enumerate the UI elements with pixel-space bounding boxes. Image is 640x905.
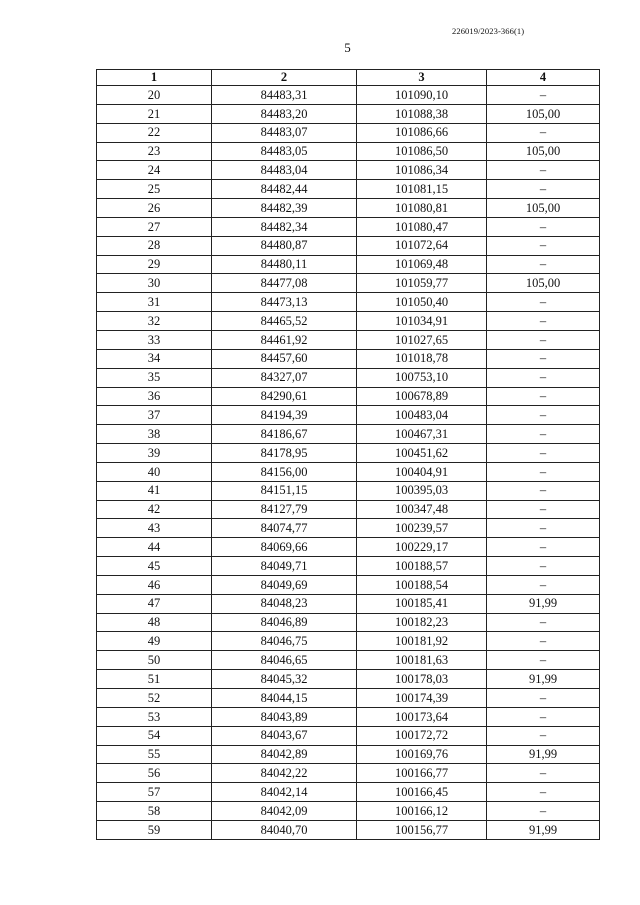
value-cell: 105,00	[487, 104, 600, 123]
point-number-cell: 30	[97, 274, 212, 293]
value-cell: –	[487, 368, 600, 387]
y-coordinate-cell: 101086,34	[357, 161, 487, 180]
point-number-cell: 21	[97, 104, 212, 123]
table-row	[97, 707, 600, 726]
table-row	[97, 86, 600, 105]
value-cell: –	[487, 651, 600, 670]
y-coordinate-cell: 100404,91	[357, 462, 487, 481]
point-number-cell: 34	[97, 349, 212, 368]
table-row	[97, 632, 600, 651]
x-coordinate-cell: 84483,04	[212, 161, 357, 180]
y-coordinate-cell: 100156,77	[357, 820, 487, 839]
x-coordinate-cell: 84457,60	[212, 349, 357, 368]
value-cell: –	[487, 236, 600, 255]
x-coordinate-cell: 84042,22	[212, 764, 357, 783]
y-coordinate-cell: 101080,81	[357, 199, 487, 218]
value-cell: –	[487, 783, 600, 802]
table-row	[97, 764, 600, 783]
x-coordinate-cell: 84483,05	[212, 142, 357, 161]
table-row	[97, 142, 600, 161]
table-row	[97, 689, 600, 708]
value-cell: 91,99	[487, 670, 600, 689]
x-coordinate-cell: 84483,20	[212, 104, 357, 123]
y-coordinate-cell: 101050,40	[357, 293, 487, 312]
y-coordinate-cell: 100678,89	[357, 387, 487, 406]
table-row	[97, 330, 600, 349]
point-number-cell: 35	[97, 368, 212, 387]
point-number-cell: 37	[97, 406, 212, 425]
point-number-cell: 20	[97, 86, 212, 105]
x-coordinate-cell: 84049,71	[212, 557, 357, 576]
y-coordinate-cell: 100169,76	[357, 745, 487, 764]
table-header	[97, 70, 600, 86]
point-number-cell: 29	[97, 255, 212, 274]
table-row	[97, 180, 600, 199]
y-coordinate-cell: 100181,63	[357, 651, 487, 670]
table-row	[97, 161, 600, 180]
table-row	[97, 670, 600, 689]
value-cell: –	[487, 707, 600, 726]
point-number-cell: 31	[97, 293, 212, 312]
y-coordinate-cell: 101080,47	[357, 217, 487, 236]
value-cell: 105,00	[487, 199, 600, 218]
x-coordinate-cell: 84046,65	[212, 651, 357, 670]
table-row	[97, 519, 600, 538]
y-coordinate-cell: 100483,04	[357, 406, 487, 425]
point-number-cell: 41	[97, 481, 212, 500]
value-cell: –	[487, 425, 600, 444]
value-cell: –	[487, 500, 600, 519]
x-coordinate-cell: 84048,23	[212, 594, 357, 613]
value-cell: –	[487, 519, 600, 538]
y-coordinate-cell: 100166,12	[357, 802, 487, 821]
table-row	[97, 613, 600, 632]
table-row	[97, 312, 600, 331]
value-cell: 91,99	[487, 594, 600, 613]
x-coordinate-cell: 84480,87	[212, 236, 357, 255]
point-number-cell: 58	[97, 802, 212, 821]
x-coordinate-cell: 84042,09	[212, 802, 357, 821]
table-row	[97, 368, 600, 387]
value-cell: –	[487, 481, 600, 500]
value-cell: –	[487, 462, 600, 481]
y-coordinate-cell: 100229,17	[357, 538, 487, 557]
y-coordinate-cell: 101059,77	[357, 274, 487, 293]
x-coordinate-cell: 84465,52	[212, 312, 357, 331]
table-row	[97, 783, 600, 802]
point-number-cell: 33	[97, 330, 212, 349]
table-row	[97, 594, 600, 613]
point-number-cell: 25	[97, 180, 212, 199]
table-row	[97, 387, 600, 406]
table-header-row	[97, 70, 600, 86]
x-coordinate-cell: 84482,44	[212, 180, 357, 199]
column-header-1: 1	[97, 70, 212, 86]
y-coordinate-cell: 101086,66	[357, 123, 487, 142]
y-coordinate-cell: 101081,15	[357, 180, 487, 199]
document-number: 226019/2023-366(1)	[452, 26, 525, 36]
value-cell: –	[487, 406, 600, 425]
point-number-cell: 36	[97, 387, 212, 406]
x-coordinate-cell: 84044,15	[212, 689, 357, 708]
value-cell: –	[487, 217, 600, 236]
value-cell: –	[487, 180, 600, 199]
y-coordinate-cell: 100239,57	[357, 519, 487, 538]
y-coordinate-cell: 100181,92	[357, 632, 487, 651]
table-row	[97, 274, 600, 293]
value-cell: 105,00	[487, 274, 600, 293]
point-number-cell: 48	[97, 613, 212, 632]
y-coordinate-cell: 100185,41	[357, 594, 487, 613]
value-cell: –	[487, 575, 600, 594]
table-row	[97, 651, 600, 670]
table-row	[97, 123, 600, 142]
table-row	[97, 406, 600, 425]
point-number-cell: 24	[97, 161, 212, 180]
table-row	[97, 462, 600, 481]
x-coordinate-cell: 84290,61	[212, 387, 357, 406]
y-coordinate-cell: 101086,50	[357, 142, 487, 161]
y-coordinate-cell: 100173,64	[357, 707, 487, 726]
table-body	[97, 86, 600, 840]
x-coordinate-cell: 84043,89	[212, 707, 357, 726]
x-coordinate-cell: 84074,77	[212, 519, 357, 538]
y-coordinate-cell: 101072,64	[357, 236, 487, 255]
x-coordinate-cell: 84049,69	[212, 575, 357, 594]
x-coordinate-cell: 84480,11	[212, 255, 357, 274]
table-row	[97, 820, 600, 839]
point-number-cell: 57	[97, 783, 212, 802]
x-coordinate-cell: 84046,75	[212, 632, 357, 651]
x-coordinate-cell: 84483,07	[212, 123, 357, 142]
table-row	[97, 557, 600, 576]
y-coordinate-cell: 101090,10	[357, 86, 487, 105]
value-cell: 91,99	[487, 820, 600, 839]
x-coordinate-cell: 84461,92	[212, 330, 357, 349]
y-coordinate-cell: 100178,03	[357, 670, 487, 689]
x-coordinate-cell: 84040,70	[212, 820, 357, 839]
table-row	[97, 293, 600, 312]
value-cell: –	[487, 632, 600, 651]
y-coordinate-cell: 100182,23	[357, 613, 487, 632]
point-number-cell: 55	[97, 745, 212, 764]
value-cell: 91,99	[487, 745, 600, 764]
value-cell: –	[487, 123, 600, 142]
column-header-4: 4	[487, 70, 600, 86]
point-number-cell: 32	[97, 312, 212, 331]
value-cell: –	[487, 689, 600, 708]
y-coordinate-cell: 100451,62	[357, 444, 487, 463]
value-cell: –	[487, 293, 600, 312]
point-number-cell: 45	[97, 557, 212, 576]
table-row	[97, 481, 600, 500]
y-coordinate-cell: 100172,72	[357, 726, 487, 745]
table-row	[97, 236, 600, 255]
point-number-cell: 52	[97, 689, 212, 708]
x-coordinate-cell: 84473,13	[212, 293, 357, 312]
x-coordinate-cell: 84483,31	[212, 86, 357, 105]
x-coordinate-cell: 84151,15	[212, 481, 357, 500]
y-coordinate-cell: 100467,31	[357, 425, 487, 444]
table-row	[97, 726, 600, 745]
point-number-cell: 27	[97, 217, 212, 236]
point-number-cell: 40	[97, 462, 212, 481]
point-number-cell: 43	[97, 519, 212, 538]
y-coordinate-cell: 101018,78	[357, 349, 487, 368]
y-coordinate-cell: 100174,39	[357, 689, 487, 708]
x-coordinate-cell: 84477,08	[212, 274, 357, 293]
table-row	[97, 199, 600, 218]
point-number-cell: 44	[97, 538, 212, 557]
value-cell: –	[487, 255, 600, 274]
table-row	[97, 349, 600, 368]
y-coordinate-cell: 100188,54	[357, 575, 487, 594]
x-coordinate-cell: 84042,14	[212, 783, 357, 802]
point-number-cell: 42	[97, 500, 212, 519]
table-row	[97, 500, 600, 519]
table-row	[97, 255, 600, 274]
point-number-cell: 38	[97, 425, 212, 444]
x-coordinate-cell: 84043,67	[212, 726, 357, 745]
x-coordinate-cell: 84186,67	[212, 425, 357, 444]
value-cell: –	[487, 444, 600, 463]
x-coordinate-cell: 84178,95	[212, 444, 357, 463]
column-header-2: 2	[212, 70, 357, 86]
x-coordinate-cell: 84069,66	[212, 538, 357, 557]
table-row	[97, 217, 600, 236]
y-coordinate-cell: 100188,57	[357, 557, 487, 576]
point-number-cell: 56	[97, 764, 212, 783]
y-coordinate-cell: 101034,91	[357, 312, 487, 331]
table-row	[97, 745, 600, 764]
point-number-cell: 46	[97, 575, 212, 594]
table-row	[97, 802, 600, 821]
table-row	[97, 575, 600, 594]
value-cell: –	[487, 349, 600, 368]
point-number-cell: 54	[97, 726, 212, 745]
value-cell: –	[487, 330, 600, 349]
table-row	[97, 425, 600, 444]
x-coordinate-cell: 84046,89	[212, 613, 357, 632]
point-number-cell: 51	[97, 670, 212, 689]
x-coordinate-cell: 84042,89	[212, 745, 357, 764]
value-cell: –	[487, 802, 600, 821]
y-coordinate-cell: 101088,38	[357, 104, 487, 123]
x-coordinate-cell: 84327,07	[212, 368, 357, 387]
y-coordinate-cell: 100753,10	[357, 368, 487, 387]
value-cell: –	[487, 613, 600, 632]
y-coordinate-cell: 101027,65	[357, 330, 487, 349]
point-number-cell: 59	[97, 820, 212, 839]
value-cell: –	[487, 312, 600, 331]
table-row	[97, 538, 600, 557]
point-number-cell: 49	[97, 632, 212, 651]
point-number-cell: 28	[97, 236, 212, 255]
table-row	[97, 444, 600, 463]
x-coordinate-cell: 84127,79	[212, 500, 357, 519]
column-header-3: 3	[357, 70, 487, 86]
x-coordinate-cell: 84482,39	[212, 199, 357, 218]
table-row	[97, 104, 600, 123]
value-cell: –	[487, 726, 600, 745]
x-coordinate-cell: 84482,34	[212, 217, 357, 236]
point-number-cell: 26	[97, 199, 212, 218]
y-coordinate-cell: 100395,03	[357, 481, 487, 500]
y-coordinate-cell: 100166,77	[357, 764, 487, 783]
y-coordinate-cell: 101069,48	[357, 255, 487, 274]
point-number-cell: 23	[97, 142, 212, 161]
x-coordinate-cell: 84045,32	[212, 670, 357, 689]
point-number-cell: 39	[97, 444, 212, 463]
x-coordinate-cell: 84194,39	[212, 406, 357, 425]
value-cell: –	[487, 764, 600, 783]
coordinates-table	[96, 69, 600, 840]
y-coordinate-cell: 100347,48	[357, 500, 487, 519]
point-number-cell: 53	[97, 707, 212, 726]
value-cell: –	[487, 387, 600, 406]
point-number-cell: 47	[97, 594, 212, 613]
x-coordinate-cell: 84156,00	[212, 462, 357, 481]
point-number-cell: 22	[97, 123, 212, 142]
value-cell: –	[487, 161, 600, 180]
y-coordinate-cell: 100166,45	[357, 783, 487, 802]
page-number: 5	[344, 40, 351, 55]
value-cell: –	[487, 86, 600, 105]
value-cell: –	[487, 538, 600, 557]
value-cell: 105,00	[487, 142, 600, 161]
value-cell: –	[487, 557, 600, 576]
point-number-cell: 50	[97, 651, 212, 670]
